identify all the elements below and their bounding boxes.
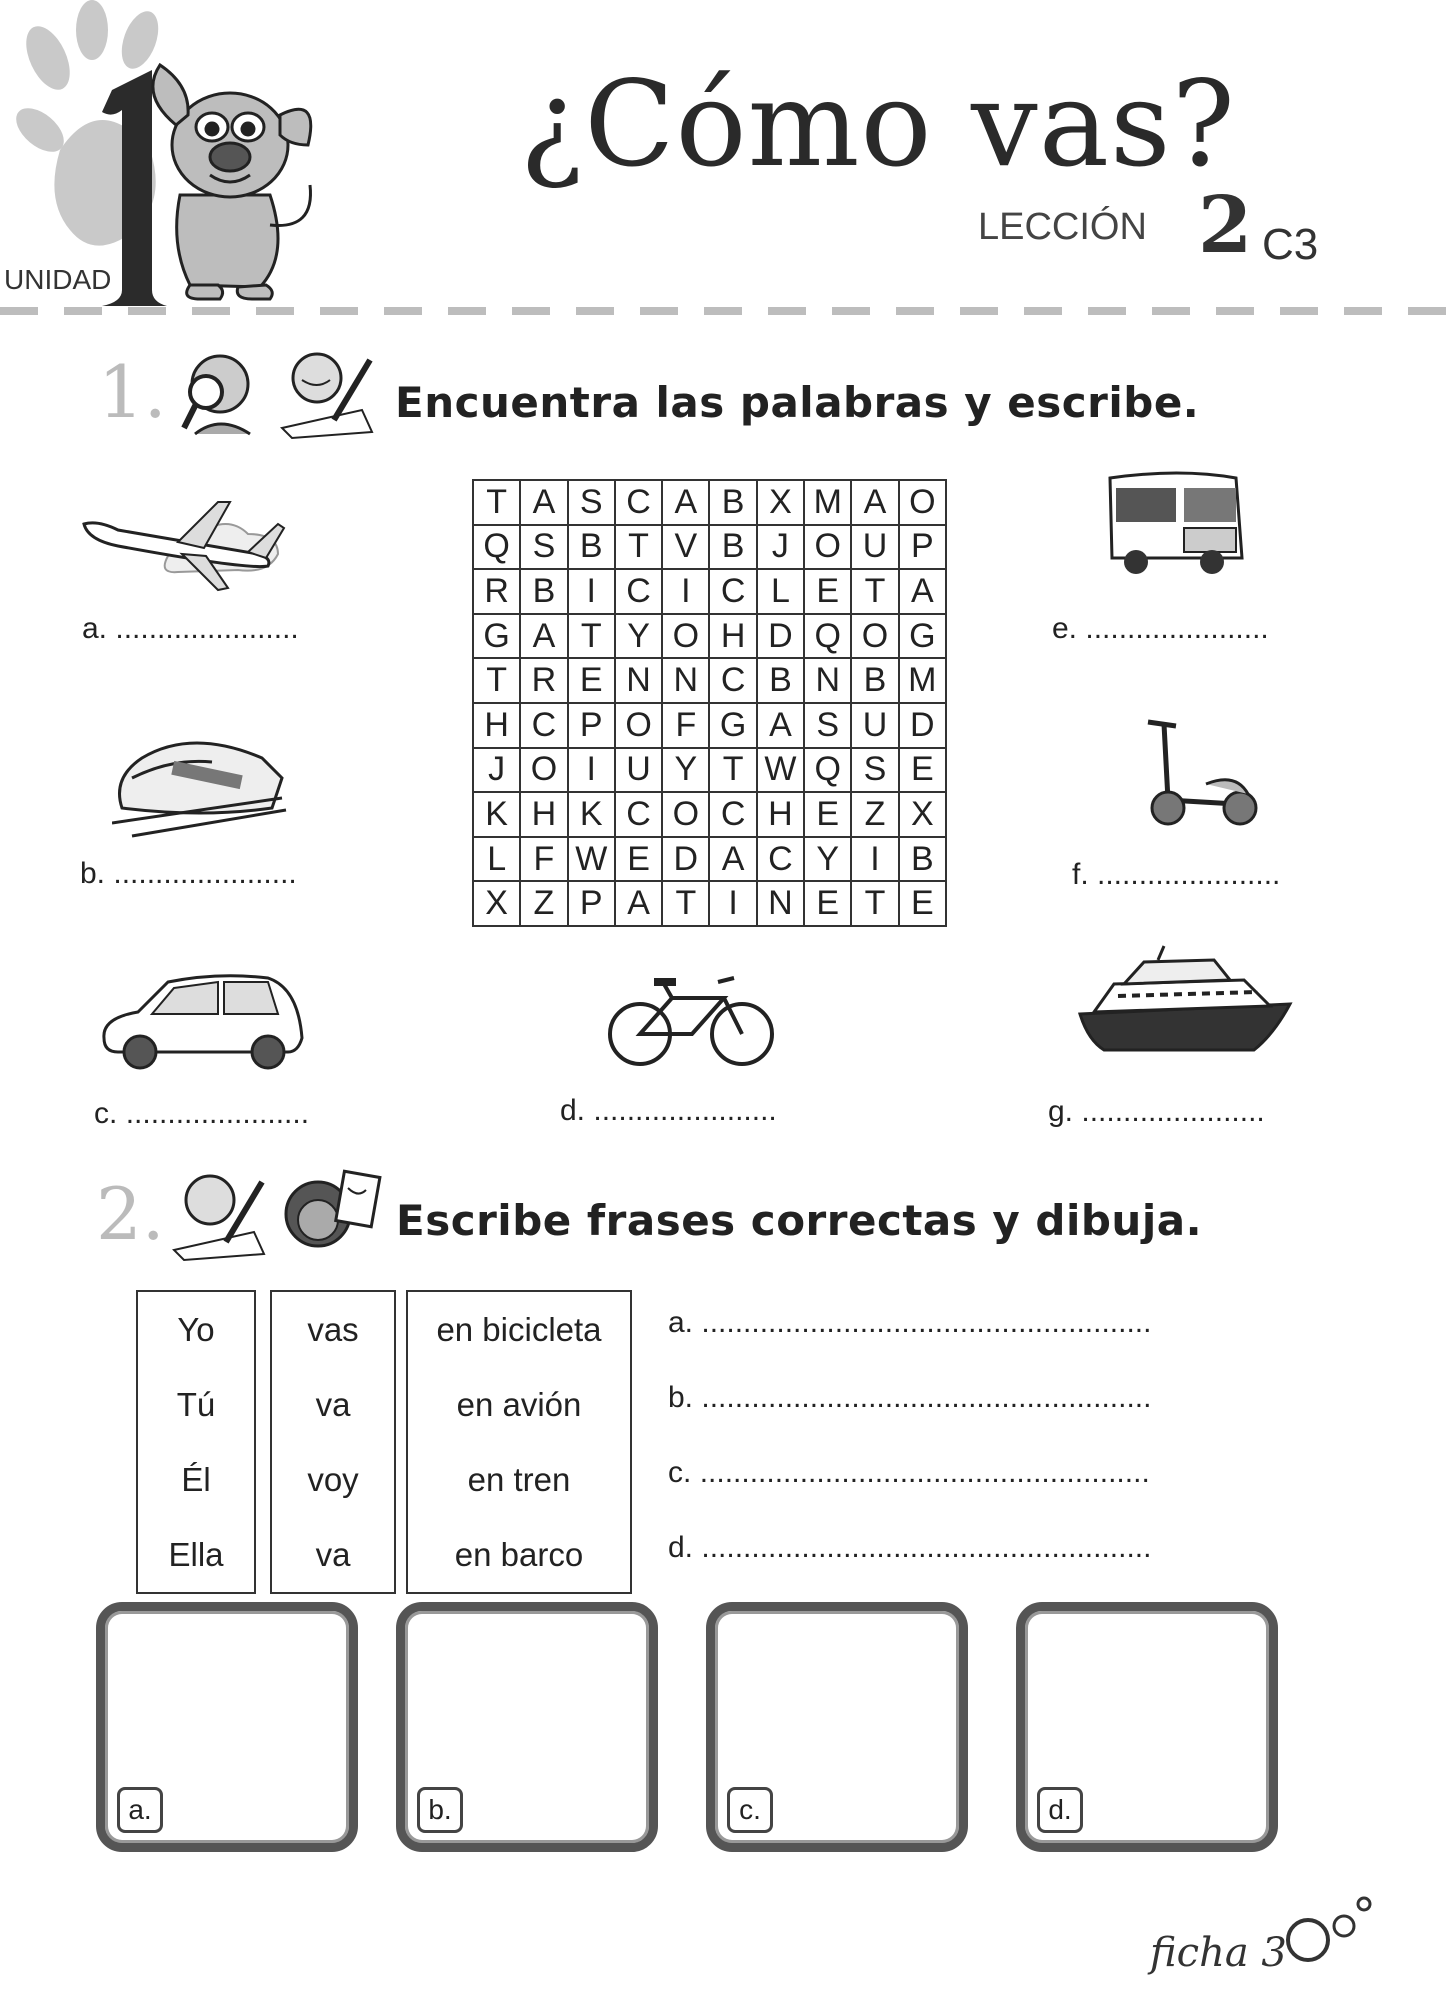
grid-letter[interactable]: O bbox=[662, 792, 709, 837]
lesson-number: 2 bbox=[1198, 180, 1253, 271]
word-search-grid bbox=[472, 479, 947, 927]
grid-letter[interactable]: J bbox=[473, 748, 520, 793]
drawing-box-label: a. bbox=[117, 1787, 163, 1833]
grid-letter[interactable]: E bbox=[568, 658, 615, 703]
grid-letter[interactable]: L bbox=[757, 569, 804, 614]
grid-row bbox=[473, 703, 946, 748]
drawing-box-b[interactable] bbox=[396, 1602, 658, 1852]
sentence-label: b. bbox=[668, 1381, 694, 1414]
grid-letter[interactable]: Q bbox=[804, 614, 851, 659]
drawing-kid-icon bbox=[278, 1168, 382, 1268]
verb-word: vas bbox=[307, 1311, 359, 1348]
grid-letter[interactable]: K bbox=[473, 792, 520, 837]
grid-letter[interactable]: Z bbox=[851, 792, 898, 837]
grid-letter[interactable]: E bbox=[615, 837, 662, 882]
transport-phrase: en barco bbox=[454, 1536, 584, 1573]
grid-letter[interactable]: C bbox=[709, 792, 756, 837]
scooter-icon bbox=[1136, 712, 1268, 830]
answer-label: c. bbox=[94, 1097, 118, 1130]
grid-letter[interactable]: J bbox=[757, 525, 804, 570]
answer-line[interactable]: ...................... bbox=[1081, 1095, 1265, 1128]
grid-letter[interactable]: A bbox=[757, 703, 804, 748]
grid-letter[interactable]: N bbox=[662, 658, 709, 703]
verb-word: va bbox=[315, 1536, 351, 1573]
lesson-label: LECCIÓN bbox=[978, 206, 1147, 248]
grid-letter[interactable]: M bbox=[804, 480, 851, 525]
grid-letter[interactable]: H bbox=[709, 614, 756, 659]
answer-label: f. bbox=[1072, 858, 1089, 891]
grid-letter[interactable]: B bbox=[709, 480, 756, 525]
sentence-line[interactable]: ...................................................... bbox=[701, 1381, 1152, 1414]
grid-letter[interactable]: E bbox=[804, 569, 851, 614]
drawing-box-label: c. bbox=[727, 1787, 773, 1833]
grid-row bbox=[473, 569, 946, 614]
grid-letter[interactable]: I bbox=[662, 569, 709, 614]
grid-letter[interactable]: A bbox=[615, 881, 662, 926]
grid-letter[interactable]: O bbox=[851, 614, 898, 659]
grid-letter[interactable]: S bbox=[568, 480, 615, 525]
answer-line[interactable]: ...................... bbox=[113, 857, 297, 890]
transport-phrase: en tren bbox=[467, 1461, 571, 1498]
answer-line[interactable]: ...................... bbox=[593, 1094, 777, 1127]
grid-letter[interactable]: Q bbox=[473, 525, 520, 570]
answer-label: g. bbox=[1048, 1095, 1074, 1128]
sentence-label: a. bbox=[668, 1306, 694, 1339]
answer-label: a. bbox=[82, 612, 108, 645]
grid-letter[interactable]: B bbox=[568, 525, 615, 570]
unit-label: UNIDAD bbox=[4, 264, 112, 295]
grid-row bbox=[473, 792, 946, 837]
grid-letter[interactable]: B bbox=[757, 658, 804, 703]
subject-word: Ella bbox=[168, 1536, 224, 1573]
grid-row bbox=[473, 614, 946, 659]
grid-letter[interactable]: T bbox=[851, 881, 898, 926]
grid-row bbox=[473, 658, 946, 703]
grid-letter[interactable]: E bbox=[899, 748, 946, 793]
grid-letter[interactable]: U bbox=[851, 703, 898, 748]
subject-word: Yo bbox=[177, 1311, 215, 1348]
subject-word: Tú bbox=[176, 1386, 216, 1423]
answer-line[interactable]: ...................... bbox=[1097, 858, 1281, 891]
grid-letter[interactable]: I bbox=[568, 569, 615, 614]
grid-letter[interactable]: P bbox=[899, 525, 946, 570]
answer-d[interactable] bbox=[560, 1094, 777, 1128]
bus-icon bbox=[1100, 468, 1250, 578]
grid-letter[interactable]: A bbox=[851, 480, 898, 525]
bubbles-icon bbox=[1282, 1890, 1382, 1970]
answer-f[interactable] bbox=[1072, 858, 1280, 892]
grid-letter[interactable]: S bbox=[520, 525, 567, 570]
writing-kid-icon bbox=[272, 340, 382, 440]
exercise-2-title: Escribe frases correctas y dibuja. bbox=[396, 1196, 1203, 1245]
answer-g[interactable] bbox=[1048, 1095, 1265, 1129]
grid-letter[interactable]: C bbox=[709, 658, 756, 703]
grid-letter[interactable]: U bbox=[615, 748, 662, 793]
grid-letter[interactable]: X bbox=[757, 480, 804, 525]
grid-row bbox=[473, 480, 946, 525]
grid-letter[interactable]: H bbox=[473, 703, 520, 748]
verb-word: va bbox=[315, 1386, 351, 1423]
sentence-line-b[interactable] bbox=[668, 1381, 1151, 1415]
grid-letter[interactable]: T bbox=[662, 881, 709, 926]
grid-letter[interactable]: Q bbox=[804, 748, 851, 793]
answer-label: b. bbox=[80, 857, 106, 890]
exercise-1-title: Encuentra las palabras y escribe. bbox=[395, 378, 1200, 427]
grid-letter[interactable]: N bbox=[615, 658, 662, 703]
grid-letter[interactable]: A bbox=[520, 480, 567, 525]
grid-letter[interactable]: O bbox=[615, 703, 662, 748]
grid-letter[interactable]: R bbox=[473, 569, 520, 614]
grid-letter[interactable]: V bbox=[662, 525, 709, 570]
grid-letter[interactable]: D bbox=[899, 703, 946, 748]
verb-word: voy bbox=[307, 1461, 359, 1498]
writing-kid-icon bbox=[166, 1160, 274, 1264]
grid-letter[interactable]: N bbox=[804, 658, 851, 703]
grid-letter[interactable]: E bbox=[804, 792, 851, 837]
grid-letter[interactable]: P bbox=[568, 881, 615, 926]
grid-letter[interactable]: G bbox=[899, 614, 946, 659]
boat-icon bbox=[1074, 944, 1296, 1062]
sentence-label: d. bbox=[668, 1531, 694, 1564]
bicycle-icon bbox=[606, 968, 778, 1070]
grid-letter[interactable]: O bbox=[804, 525, 851, 570]
grid-letter[interactable]: C bbox=[757, 837, 804, 882]
grid-letter[interactable]: O bbox=[662, 614, 709, 659]
grid-letter[interactable]: C bbox=[520, 703, 567, 748]
drawing-box-label: b. bbox=[417, 1787, 463, 1833]
sentence-label: c. bbox=[668, 1456, 692, 1489]
grid-letter[interactable]: H bbox=[520, 792, 567, 837]
grid-letter[interactable]: U bbox=[851, 525, 898, 570]
grid-letter[interactable]: A bbox=[899, 569, 946, 614]
answer-line[interactable]: ...................... bbox=[1085, 612, 1269, 645]
grid-letter[interactable]: L bbox=[473, 837, 520, 882]
magnifier-kid-icon bbox=[170, 344, 270, 444]
grid-letter[interactable]: G bbox=[709, 703, 756, 748]
sentence-line[interactable]: ...................................................... bbox=[701, 1531, 1152, 1564]
subjects-column bbox=[136, 1290, 256, 1594]
grid-letter[interactable]: B bbox=[520, 569, 567, 614]
lesson-code: C3 bbox=[1262, 220, 1319, 269]
grid-letter[interactable]: O bbox=[899, 480, 946, 525]
drawing-box-label: d. bbox=[1037, 1787, 1083, 1833]
grid-letter[interactable]: P bbox=[568, 703, 615, 748]
grid-letter[interactable]: F bbox=[520, 837, 567, 882]
verbs-column bbox=[270, 1290, 396, 1594]
grid-letter[interactable]: G bbox=[473, 614, 520, 659]
grid-letter[interactable]: M bbox=[899, 658, 946, 703]
sentence-line-c[interactable] bbox=[668, 1456, 1150, 1490]
sentence-line-d[interactable] bbox=[668, 1531, 1151, 1565]
grid-letter[interactable]: H bbox=[757, 792, 804, 837]
grid-letter[interactable]: C bbox=[615, 569, 662, 614]
grid-letter[interactable]: C bbox=[615, 480, 662, 525]
answer-line[interactable]: ...................... bbox=[115, 612, 299, 645]
worksheet-footer: ficha 3 bbox=[1150, 1930, 1287, 1976]
grid-letter[interactable]: D bbox=[757, 614, 804, 659]
grid-letter[interactable]: E bbox=[899, 881, 946, 926]
grid-letter[interactable]: D bbox=[662, 837, 709, 882]
answer-label: e. bbox=[1052, 612, 1078, 645]
answer-c[interactable] bbox=[94, 1097, 309, 1131]
grid-letter[interactable]: I bbox=[709, 881, 756, 926]
exercise-1-number: 1. bbox=[98, 350, 167, 434]
drawing-box-c[interactable] bbox=[706, 1602, 968, 1852]
grid-letter[interactable]: T bbox=[473, 658, 520, 703]
answer-b[interactable] bbox=[80, 857, 297, 891]
grid-letter[interactable]: F bbox=[662, 703, 709, 748]
drawing-box-a[interactable] bbox=[96, 1602, 358, 1852]
transports-column bbox=[406, 1290, 632, 1594]
grid-letter[interactable]: Y bbox=[662, 748, 709, 793]
grid-row bbox=[473, 837, 946, 882]
grid-letter[interactable]: T bbox=[473, 480, 520, 525]
grid-letter[interactable]: T bbox=[709, 748, 756, 793]
grid-letter[interactable]: C bbox=[709, 569, 756, 614]
car-icon bbox=[98, 968, 308, 1073]
transport-phrase: en bicicleta bbox=[436, 1311, 602, 1348]
answer-e[interactable] bbox=[1052, 612, 1269, 646]
header-divider bbox=[0, 306, 1452, 316]
grid-letter[interactable]: A bbox=[662, 480, 709, 525]
drawing-box-d[interactable] bbox=[1016, 1602, 1278, 1852]
answer-line[interactable]: ...................... bbox=[125, 1097, 310, 1130]
grid-row bbox=[473, 748, 946, 793]
grid-letter[interactable]: X bbox=[473, 881, 520, 926]
airplane-icon bbox=[78, 494, 288, 594]
grid-letter[interactable]: T bbox=[615, 525, 662, 570]
grid-letter[interactable]: I bbox=[851, 837, 898, 882]
grid-letter[interactable]: B bbox=[851, 658, 898, 703]
grid-letter[interactable]: S bbox=[851, 748, 898, 793]
page-title: ¿Cómo vas? bbox=[520, 55, 1236, 193]
grid-letter[interactable]: N bbox=[757, 881, 804, 926]
dog-mascot-illustration bbox=[140, 55, 330, 305]
grid-letter[interactable]: A bbox=[709, 837, 756, 882]
grid-letter[interactable]: T bbox=[851, 569, 898, 614]
grid-letter[interactable]: E bbox=[804, 881, 851, 926]
grid-letter[interactable]: R bbox=[520, 658, 567, 703]
grid-letter[interactable]: Z bbox=[520, 881, 567, 926]
exercise-2-number: 2. bbox=[96, 1172, 165, 1256]
grid-letter[interactable]: O bbox=[520, 748, 567, 793]
grid-letter[interactable]: S bbox=[804, 703, 851, 748]
transport-phrase: en avión bbox=[456, 1386, 582, 1423]
grid-letter[interactable]: B bbox=[899, 837, 946, 882]
grid-letter[interactable]: Y bbox=[615, 614, 662, 659]
grid-letter[interactable]: C bbox=[615, 792, 662, 837]
grid-row bbox=[473, 525, 946, 570]
grid-letter[interactable]: A bbox=[520, 614, 567, 659]
subject-word: Él bbox=[181, 1461, 211, 1498]
sentence-line-a[interactable] bbox=[668, 1306, 1151, 1340]
grid-letter[interactable]: I bbox=[568, 748, 615, 793]
grid-letter[interactable]: K bbox=[568, 792, 615, 837]
train-icon bbox=[112, 718, 287, 838]
answer-a[interactable] bbox=[82, 612, 299, 646]
grid-letter[interactable]: B bbox=[709, 525, 756, 570]
grid-letter[interactable]: T bbox=[568, 614, 615, 659]
grid-row bbox=[473, 881, 946, 926]
grid-letter[interactable]: W bbox=[568, 837, 615, 882]
sentence-line[interactable]: ...................................................... bbox=[701, 1306, 1152, 1339]
answer-label: d. bbox=[560, 1094, 586, 1127]
grid-letter[interactable]: X bbox=[899, 792, 946, 837]
grid-letter[interactable]: W bbox=[757, 748, 804, 793]
sentence-line[interactable]: ...................................................... bbox=[699, 1456, 1150, 1489]
grid-letter[interactable]: Y bbox=[804, 837, 851, 882]
